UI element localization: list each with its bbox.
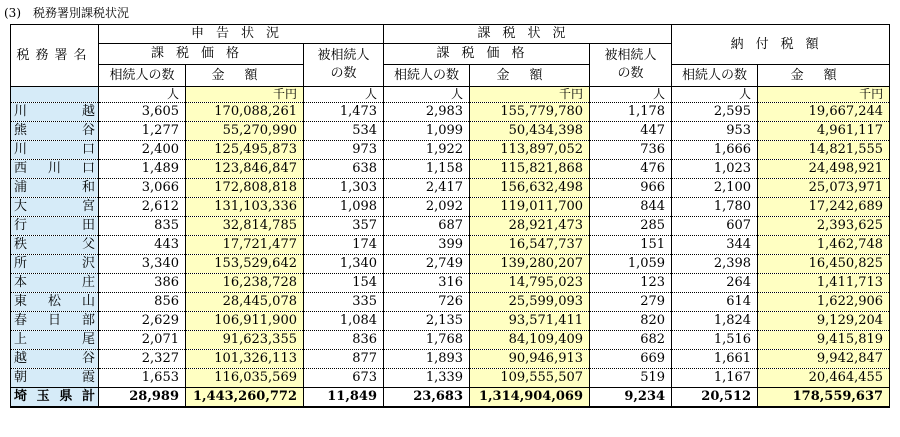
taxed-heirs-cell: 1,893 — [384, 350, 470, 369]
paid-heirs-cell: 2,100 — [672, 179, 758, 198]
taxed-decedents-cell: 123 — [590, 274, 672, 293]
paid-heirs-cell: 1,167 — [672, 369, 758, 388]
declared-amount-cell: 101,326,113 — [186, 350, 304, 369]
table-row — [11, 179, 890, 198]
office-name-cell — [11, 122, 99, 141]
taxed-amount-cell: 14,795,023 — [470, 274, 590, 293]
paid-heirs-cell: 1,023 — [672, 160, 758, 179]
taxed-heirs-cell: 23,683 — [384, 388, 470, 408]
office-name-char: 尾 — [81, 332, 95, 347]
table-row — [11, 255, 890, 274]
declared-amount-cell: 91,623,355 — [186, 331, 304, 350]
taxed-amount-cell: 28,921,473 — [470, 217, 590, 236]
taxed-amount-cell: 155,779,780 — [470, 103, 590, 122]
office-name-cell — [11, 217, 99, 236]
office-name-char: 宮 — [81, 199, 95, 214]
header-taxation-amount: 金額 — [470, 65, 590, 87]
declared-decedents-cell: 1,098 — [304, 198, 384, 217]
office-name-char: 谷 — [81, 351, 95, 366]
declared-heirs-cell: 2,327 — [99, 350, 186, 369]
declared-amount-cell: 172,808,818 — [186, 179, 304, 198]
tax-status-table — [10, 24, 890, 408]
office-name-cell — [11, 274, 99, 293]
office-name-char: 霞 — [81, 370, 95, 385]
taxed-decedents-cell: 447 — [590, 122, 672, 141]
header-taxation-taxable-price: 課税価格 — [384, 44, 590, 65]
declared-heirs-cell: 2,612 — [99, 198, 186, 217]
taxed-decedents-cell: 844 — [590, 198, 672, 217]
paid-amount-cell: 19,667,244 — [758, 103, 890, 122]
office-name-cell — [11, 198, 99, 217]
taxed-heirs-cell: 2,983 — [384, 103, 470, 122]
declared-amount-cell: 131,103,336 — [186, 198, 304, 217]
declared-heirs-cell: 835 — [99, 217, 186, 236]
table-row — [11, 122, 890, 141]
paid-amount-cell: 14,821,555 — [758, 141, 890, 160]
taxed-decedents-cell: 476 — [590, 160, 672, 179]
declared-heirs-cell: 28,989 — [99, 388, 186, 408]
declared-decedents-cell: 638 — [304, 160, 384, 179]
taxed-amount-cell: 109,555,507 — [470, 369, 590, 388]
paid-amount-cell: 20,464,455 — [758, 369, 890, 388]
header-office: 税務署名 — [11, 25, 99, 87]
paid-heirs-cell: 1,516 — [672, 331, 758, 350]
paid-amount-cell: 9,129,204 — [758, 312, 890, 331]
paid-amount-cell: 1,411,713 — [758, 274, 890, 293]
header-declaration-decedents: 被相続人 の数 — [304, 44, 384, 87]
taxed-decedents-cell: 279 — [590, 293, 672, 312]
taxed-heirs-cell: 1,158 — [384, 160, 470, 179]
taxed-heirs-cell: 1,339 — [384, 369, 470, 388]
declared-heirs-cell: 3,605 — [99, 103, 186, 122]
office-name-cell — [11, 255, 99, 274]
paid-amount-cell: 178,559,637 — [758, 388, 890, 408]
unit-persons: 人 — [590, 87, 672, 103]
taxed-amount-cell: 115,821,868 — [470, 160, 590, 179]
declared-amount-cell: 1,443,260,772 — [186, 388, 304, 408]
declared-decedents-cell: 1,473 — [304, 103, 384, 122]
office-name-cell — [11, 312, 99, 331]
office-name-cell — [11, 331, 99, 350]
table-row — [11, 274, 890, 293]
taxed-heirs-cell: 687 — [384, 217, 470, 236]
taxed-amount-cell: 139,280,207 — [470, 255, 590, 274]
taxed-decedents-cell: 1,059 — [590, 255, 672, 274]
table-body — [11, 87, 890, 408]
declared-amount-cell: 106,911,900 — [186, 312, 304, 331]
header-declaration: 申告状況 — [99, 25, 384, 44]
taxed-decedents-cell: 736 — [590, 141, 672, 160]
office-name-char: 春 — [14, 313, 28, 328]
table-row — [11, 331, 890, 350]
declared-amount-cell: 16,238,728 — [186, 274, 304, 293]
table-row — [11, 312, 890, 331]
declared-decedents-cell: 11,849 — [304, 388, 384, 408]
declared-heirs-cell: 386 — [99, 274, 186, 293]
unit-thousand-yen: 千円 — [186, 87, 304, 103]
paid-heirs-cell: 953 — [672, 122, 758, 141]
header-taxation-decedents: 被相続人 の数 — [590, 44, 672, 87]
paid-heirs-cell: 1,661 — [672, 350, 758, 369]
paid-amount-cell: 1,462,748 — [758, 236, 890, 255]
office-name-cell — [11, 388, 99, 408]
caption-number: (3) — [4, 6, 21, 20]
declared-heirs-cell: 3,340 — [99, 255, 186, 274]
office-name-char: 口 — [81, 142, 95, 157]
office-name-char: 熊 — [14, 123, 28, 138]
taxed-heirs-cell: 2,092 — [384, 198, 470, 217]
paid-heirs-cell: 2,595 — [672, 103, 758, 122]
office-name-char: 埼 — [14, 389, 28, 404]
table-row — [11, 198, 890, 217]
taxed-amount-cell: 25,599,093 — [470, 293, 590, 312]
office-name-cell — [11, 293, 99, 312]
paid-amount-cell: 25,073,971 — [758, 179, 890, 198]
office-name-char: 沢 — [81, 256, 95, 271]
office-name-char: 県 — [59, 389, 73, 404]
taxed-heirs-cell: 1,768 — [384, 331, 470, 350]
paid-heirs-cell: 264 — [672, 274, 758, 293]
unit-thousand-yen: 千円 — [470, 87, 590, 103]
table-row — [11, 369, 890, 388]
taxed-decedents-cell: 966 — [590, 179, 672, 198]
paid-amount-cell: 16,450,825 — [758, 255, 890, 274]
office-name-char: 計 — [81, 389, 95, 404]
office-name-char: 父 — [81, 237, 95, 252]
taxed-decedents-cell: 1,178 — [590, 103, 672, 122]
paid-heirs-cell: 20,512 — [672, 388, 758, 408]
office-name-char: 朝 — [14, 370, 28, 385]
declared-heirs-cell: 3,066 — [99, 179, 186, 198]
office-name-char: 和 — [81, 180, 95, 195]
unit-persons: 人 — [99, 87, 186, 103]
office-name-char: 川 — [14, 104, 28, 119]
paid-heirs-cell: 607 — [672, 217, 758, 236]
office-name-cell — [11, 160, 99, 179]
office-name-cell — [11, 350, 99, 369]
paid-heirs-cell: 344 — [672, 236, 758, 255]
unit-persons: 人 — [672, 87, 758, 103]
taxed-decedents-cell: 669 — [590, 350, 672, 369]
header-taxation-heirs: 相続人の数 — [384, 65, 470, 87]
office-name-cell — [11, 141, 99, 160]
office-name-cell — [11, 179, 99, 198]
declared-heirs-cell: 2,071 — [99, 331, 186, 350]
units-row — [11, 87, 890, 103]
table-row — [11, 236, 890, 255]
taxed-heirs-cell: 2,417 — [384, 179, 470, 198]
header-payment-heirs: 相続人の数 — [672, 65, 758, 87]
unit-thousand-yen: 千円 — [758, 87, 890, 103]
taxed-amount-cell: 84,109,409 — [470, 331, 590, 350]
paid-amount-cell: 24,498,921 — [758, 160, 890, 179]
header-declaration-taxable-price: 課税価格 — [99, 44, 304, 65]
taxed-amount-cell: 90,946,913 — [470, 350, 590, 369]
office-name-cell — [11, 369, 99, 388]
declared-decedents-cell: 1,303 — [304, 179, 384, 198]
header-declaration-heirs: 相続人の数 — [99, 65, 186, 87]
office-name-char: 松 — [47, 294, 61, 309]
unit-persons: 人 — [304, 87, 384, 103]
office-name-char: 浦 — [14, 180, 28, 195]
total-row — [11, 388, 890, 408]
declared-amount-cell: 55,270,990 — [186, 122, 304, 141]
unit-persons: 人 — [384, 87, 470, 103]
taxed-decedents-cell: 285 — [590, 217, 672, 236]
table-caption — [4, 3, 129, 23]
taxed-heirs-cell: 399 — [384, 236, 470, 255]
declared-amount-cell: 125,495,873 — [186, 141, 304, 160]
office-name-char: 川 — [14, 142, 28, 157]
office-name-char: 越 — [81, 104, 95, 119]
table-row — [11, 293, 890, 312]
declared-heirs-cell: 856 — [99, 293, 186, 312]
declared-decedents-cell: 973 — [304, 141, 384, 160]
taxed-decedents-cell: 682 — [590, 331, 672, 350]
office-name-char: 田 — [81, 218, 95, 233]
paid-heirs-cell: 1,780 — [672, 198, 758, 217]
paid-amount-cell: 4,961,117 — [758, 122, 890, 141]
declared-decedents-cell: 1,340 — [304, 255, 384, 274]
paid-amount-cell: 9,415,819 — [758, 331, 890, 350]
taxed-amount-cell: 113,897,052 — [470, 141, 590, 160]
taxed-amount-cell: 50,434,398 — [470, 122, 590, 141]
declared-decedents-cell: 836 — [304, 331, 384, 350]
paid-heirs-cell: 1,824 — [672, 312, 758, 331]
taxed-amount-cell: 119,011,700 — [470, 198, 590, 217]
declared-heirs-cell: 2,629 — [99, 312, 186, 331]
declared-decedents-cell: 534 — [304, 122, 384, 141]
declared-amount-cell: 123,846,847 — [186, 160, 304, 179]
table-row — [11, 217, 890, 236]
taxed-decedents-cell: 151 — [590, 236, 672, 255]
taxed-amount-cell: 16,547,737 — [470, 236, 590, 255]
office-name-char: 越 — [14, 351, 28, 366]
office-name-char: 所 — [14, 256, 28, 271]
declared-amount-cell: 17,721,477 — [186, 236, 304, 255]
taxed-heirs-cell: 1,922 — [384, 141, 470, 160]
declared-amount-cell: 170,088,261 — [186, 103, 304, 122]
office-name-char: 玉 — [36, 389, 50, 404]
declared-heirs-cell: 443 — [99, 236, 186, 255]
paid-amount-cell: 17,242,689 — [758, 198, 890, 217]
declared-amount-cell: 153,529,642 — [186, 255, 304, 274]
caption-title: 税務署別課税状況 — [33, 6, 130, 20]
declared-decedents-cell: 1,084 — [304, 312, 384, 331]
table-header — [11, 25, 890, 87]
declared-amount-cell: 28,445,078 — [186, 293, 304, 312]
paid-heirs-cell: 2,398 — [672, 255, 758, 274]
header-payment-amount: 金額 — [758, 65, 890, 87]
taxed-decedents-cell: 9,234 — [590, 388, 672, 408]
declared-decedents-cell: 154 — [304, 274, 384, 293]
office-name-cell — [11, 103, 99, 122]
declared-amount-cell: 116,035,569 — [186, 369, 304, 388]
office-name-char: 部 — [81, 313, 95, 328]
table-row — [11, 350, 890, 369]
declared-decedents-cell: 877 — [304, 350, 384, 369]
paid-heirs-cell: 1,666 — [672, 141, 758, 160]
taxed-heirs-cell: 2,135 — [384, 312, 470, 331]
office-name-cell — [11, 236, 99, 255]
office-name-char: 行 — [14, 218, 28, 233]
declared-decedents-cell: 335 — [304, 293, 384, 312]
declared-heirs-cell: 1,653 — [99, 369, 186, 388]
office-name-char: 本 — [14, 275, 28, 290]
taxed-heirs-cell: 316 — [384, 274, 470, 293]
table-row — [11, 160, 890, 179]
table-row — [11, 103, 890, 122]
declared-amount-cell: 32,814,785 — [186, 217, 304, 236]
office-name-char: 谷 — [81, 123, 95, 138]
office-name-char: 川 — [47, 161, 61, 176]
office-name-char: 西 — [14, 161, 28, 176]
table-row — [11, 141, 890, 160]
taxed-heirs-cell: 726 — [384, 293, 470, 312]
office-name-char: 大 — [14, 199, 28, 214]
paid-amount-cell: 2,393,625 — [758, 217, 890, 236]
taxed-heirs-cell: 2,749 — [384, 255, 470, 274]
declared-decedents-cell: 174 — [304, 236, 384, 255]
paid-amount-cell: 9,942,847 — [758, 350, 890, 369]
office-name-char: 秩 — [14, 237, 28, 252]
taxed-heirs-cell: 1,099 — [384, 122, 470, 141]
taxed-decedents-cell: 820 — [590, 312, 672, 331]
taxed-amount-cell: 156,632,498 — [470, 179, 590, 198]
paid-amount-cell: 1,622,906 — [758, 293, 890, 312]
paid-heirs-cell: 614 — [672, 293, 758, 312]
taxed-amount-cell: 93,571,411 — [470, 312, 590, 331]
header-payment: 納付税額 — [672, 25, 890, 65]
office-name-char: 庄 — [81, 275, 95, 290]
office-name-char: 口 — [81, 161, 95, 176]
office-name-char: 山 — [81, 294, 95, 309]
taxed-decedents-cell: 519 — [590, 369, 672, 388]
header-declaration-amount: 金額 — [186, 65, 304, 87]
taxed-amount-cell: 1,314,904,069 — [470, 388, 590, 408]
office-name-char: 日 — [47, 313, 61, 328]
declared-heirs-cell: 2,400 — [99, 141, 186, 160]
header-taxation: 課税状況 — [384, 25, 672, 44]
units-office-cell — [11, 87, 99, 103]
office-name-char: 東 — [14, 294, 28, 309]
declared-decedents-cell: 357 — [304, 217, 384, 236]
declared-heirs-cell: 1,489 — [99, 160, 186, 179]
office-name-char: 上 — [14, 332, 28, 347]
declared-decedents-cell: 673 — [304, 369, 384, 388]
declared-heirs-cell: 1,277 — [99, 122, 186, 141]
